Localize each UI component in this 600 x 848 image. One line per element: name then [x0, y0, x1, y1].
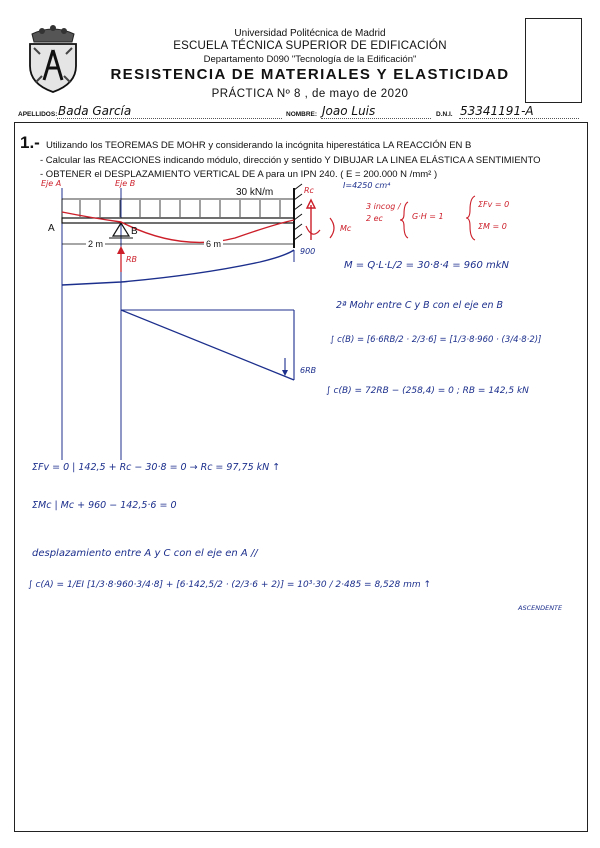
university-name: Universidad Politécnica de Madrid: [234, 28, 386, 39]
red-incog-note: 3 incog / 2 ec: [366, 202, 401, 223]
rc-label: Rc: [304, 186, 314, 195]
name-label: NOMBRE:: [286, 111, 318, 118]
moment-value-label: 900: [300, 247, 316, 256]
red-eq-1: ΣFv = 0: [478, 200, 510, 209]
inertia-label: I=4250 cm⁴: [343, 181, 391, 190]
axis-a-label: Eje A: [41, 179, 62, 188]
moment-equation: M = Q·L·L/2 = 30·8·4 = 960 mkN: [344, 260, 510, 271]
dni-value: 53341191-A: [460, 104, 534, 118]
red-eq-2: ΣM = 0: [478, 222, 507, 231]
school-name: ESCUELA TÉCNICA SUPERIOR DE EDIFICACIÓN: [173, 40, 447, 52]
elastic-line: [62, 212, 294, 242]
rb-label: RB: [126, 255, 138, 264]
problem-statement: Utilizando los TEOREMAS DE MOHR y considerando la incógnita hiperestática LA REACCIÓN EN B: [46, 140, 472, 151]
axis-b-label: Eje B: [115, 179, 136, 188]
load-label: 30 kN/m: [236, 187, 274, 198]
label-a: A: [48, 223, 55, 234]
name-value: Joao Luis: [322, 104, 376, 118]
sum-mc-equation: ΣMc | Mc + 960 − 142,5·6 = 0: [32, 500, 177, 511]
problem-task-2: - OBTENER el DESPLAZAMIENTO VERTICAL DE A para un IPN 240. ( E = 200.000 N /mm² ): [40, 169, 438, 180]
span-right-label: 6 m: [206, 239, 222, 249]
displacement-title: desplazamiento entre A y C con el eje en A //: [32, 548, 258, 559]
problem-number: 1.-: [20, 133, 40, 152]
mc-label: Mc: [340, 224, 352, 233]
rb-moment-label: 6RB: [300, 366, 317, 375]
dni-label: D.N.I.: [436, 111, 453, 118]
final-note: ASCENDENTE: [518, 604, 563, 612]
problem-task-1: - Calcular las REACCIONES indicando módulo, dirección y sentido Y DIBUJAR LA LINEA ELÁSTICA A SENTIMIENTO: [40, 155, 541, 166]
surname-label: APELLIDOS:: [18, 111, 58, 118]
equation-b-result: ∫ c(B) = 72RB − (258,4) = 0 ; RB = 142,5 kN: [326, 386, 529, 396]
sum-fv-equation: ΣFv = 0 | 142,5 + Rc − 30·8 = 0 → Rc = 97,75 kN ↑: [32, 462, 281, 473]
final-equation: ∫ c(A) = 1/EI [1/3·8·960·3/4·8] + [6·142,5/2 · (2/3·6 + 2)] = 10³·30 / 2·485 = 8,528 mm ↑: [28, 580, 432, 590]
span-left-label: 2 m: [88, 239, 104, 249]
label-b: B: [131, 226, 138, 237]
surname-value: Bada García: [58, 104, 132, 118]
red-result: G·H = 1: [412, 212, 444, 221]
course-title: RESISTENCIA DE MATERIALES Y ELASTICIDAD: [110, 66, 510, 83]
practice-title: PRÁCTICA Nº 8 , de mayo de 2020: [211, 88, 409, 100]
equation-b: ∫ c(B) = [6·6RB/2 · 2/3·6] = [1/3·8·960 · (3/4·8·2)]: [330, 335, 542, 345]
second-theorem-note: 2ª Mohr entre C y B con el eje en B: [336, 300, 504, 311]
moment-diagram-rb: [121, 310, 294, 380]
mc-moment-arc: [330, 218, 334, 238]
department-name: Departamento D090 "Tecnología de la Edificación": [203, 54, 417, 65]
distributed-load: [62, 199, 294, 218]
moment-diagram-load: [62, 250, 294, 285]
